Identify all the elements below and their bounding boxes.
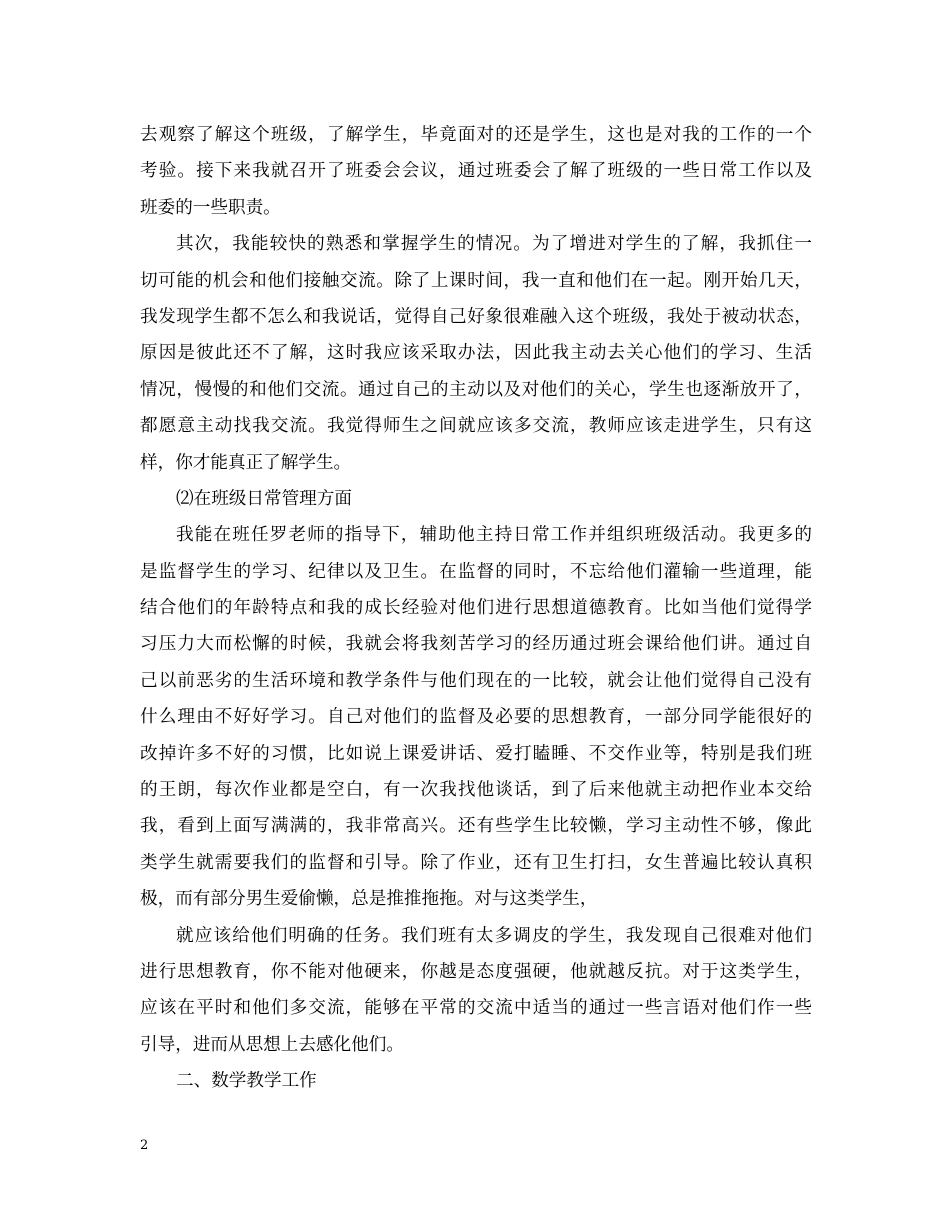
- text-line: 己以前恶劣的生活环境和教学条件与他们现在的一比较，就会让他们觉得自己没有: [140, 670, 812, 691]
- text-line: 是监督学生的学习、纪律以及卫生。在监督的同时，不忘给他们灌输一些道理，能: [140, 561, 812, 582]
- page-number: 2: [140, 1138, 149, 1153]
- text-line: 习压力大而松懈的时候，我就会将我刻苦学习的经历通过班会课给他们讲。通过自: [140, 634, 812, 655]
- text-line: 情况，慢慢的和他们交流。通过自己的主动以及对他们的关心，学生也逐渐放开了，: [140, 379, 812, 400]
- text-line: 应该在平时和他们多交流，能够在平常的交流中适当的通过一些言语对他们作一些: [140, 998, 812, 1019]
- text-line: ⑵在班级日常管理方面: [176, 488, 352, 509]
- text-line: 切可能的机会和他们接触交流。除了上课时间，我一直和他们在一起。刚开始几天，: [140, 270, 812, 291]
- text-line: 我，看到上面写满满的，我非常高兴。还有些学生比较懒，学习主动性不够，像此: [140, 816, 812, 837]
- text-line: 我能在班任罗老师的指导下，辅助他主持日常工作并组织班级活动。我更多的: [176, 525, 812, 546]
- text-line: 进行思想教育，你不能对他硬来，你越是态度强硬，他就越反抗。对于这类学生，: [140, 961, 812, 982]
- text-line: 类学生就需要我们的监督和引导。除了作业，还有卫生打扫，女生普遍比较认真积: [140, 852, 812, 873]
- text-line: 其次，我能较快的熟悉和掌握学生的情况。为了增进对学生的了解，我抓住一: [176, 234, 812, 255]
- text-line: 班委的一些职责。: [140, 197, 281, 218]
- text-line: 的王朗，每次作业都是空白，有一次我找他谈话，到了后来他就主动把作业本交给: [140, 780, 812, 801]
- text-line: 就应该给他们明确的任务。我们班有太多调皮的学生，我发现自己很难对他们: [176, 925, 812, 946]
- text-line: 引导，进而从思想上去感化他们。: [140, 1034, 404, 1055]
- text-line: 结合他们的年龄特点和我的成长经验对他们进行思想道德教育。比如当他们觉得学: [140, 598, 812, 619]
- text-line: 考验。接下来我就召开了班委会会议，通过班委会了解了班级的一些日常工作以及: [140, 161, 812, 182]
- text-line: 极，而有部分男生爱偷懒，总是推推拖拖。对与这类学生，: [140, 889, 598, 910]
- text-line: 去观察了解这个班级，了解学生，毕竟面对的还是学生，这也是对我的工作的一个: [140, 125, 812, 145]
- document-body: [140, 117, 812, 1100]
- text-line: 都愿意主动找我交流。我觉得师生之间就应该多交流，教师应该走进学生，只有这: [140, 416, 812, 437]
- text-line: 我发现学生都不怎么和我说话，觉得自己好象很难融入这个班级，我处于被动状态，: [140, 306, 812, 327]
- text-line: 原因是彼此还不了解，这时我应该采取办法，因此我主动去关心他们的学习、生活: [140, 343, 812, 364]
- text-line: 什么理由不好好学习。自己对他们的监督及必要的思想教育，一部分同学能很好的: [140, 707, 812, 728]
- text-line: 二、数学教学工作: [176, 1071, 317, 1092]
- text-line: 样，你才能真正了解学生。: [140, 452, 352, 473]
- text-line: 改掉许多不好的习惯，比如说上课爱讲话、爱打瞌睡、不交作业等，特别是我们班: [140, 743, 812, 764]
